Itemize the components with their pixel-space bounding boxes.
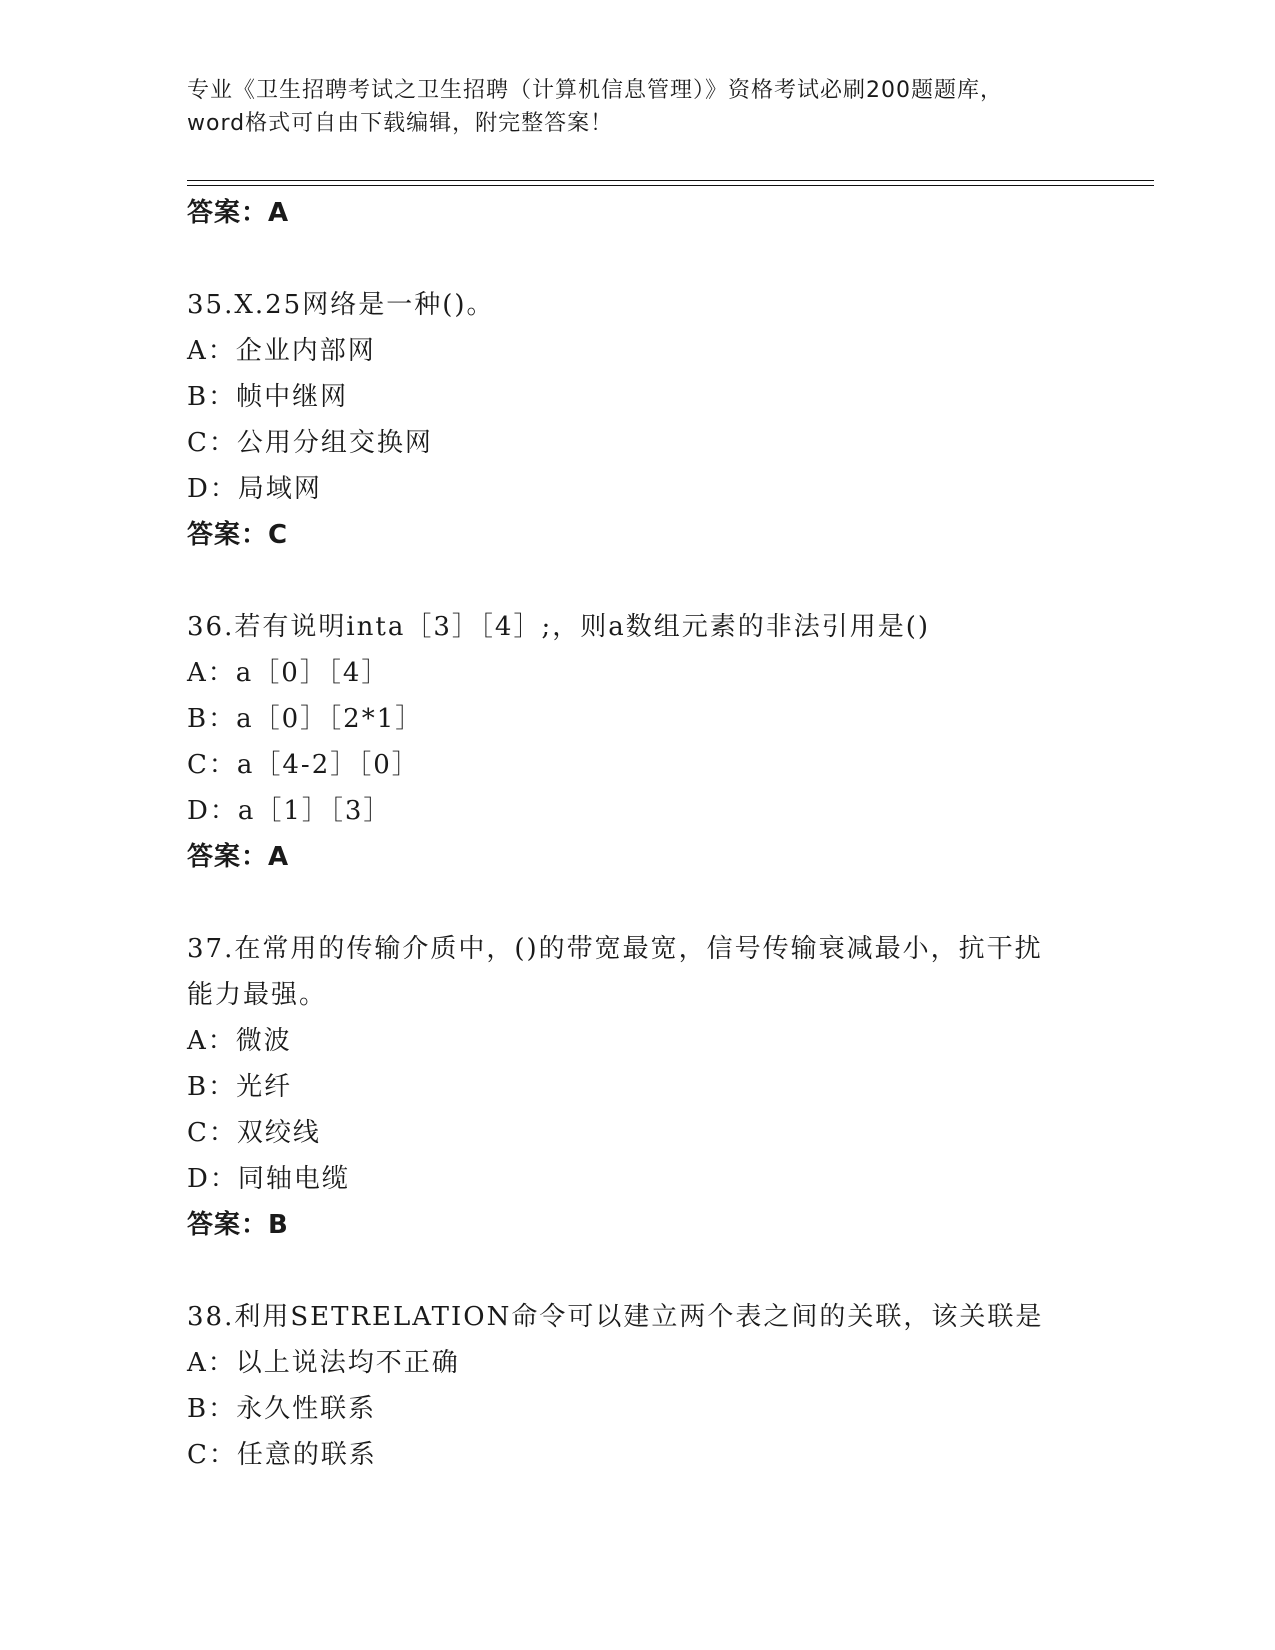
option-a: A：企业内部网 bbox=[187, 336, 376, 366]
spacer bbox=[187, 1248, 1087, 1294]
question-list bbox=[187, 190, 1087, 1478]
question-stem: 37.在常用的传输介质中，()的带宽最宽，信号传输衰减最小，抗干扰能力最强。 bbox=[187, 934, 1043, 1010]
header-divider-top bbox=[187, 180, 1154, 181]
option-b: B：光纤 bbox=[187, 1072, 293, 1102]
question-stem: 35.X.25网络是一种()。 bbox=[187, 290, 495, 320]
option-b: B：永久性联系 bbox=[187, 1394, 377, 1424]
option-b: B：a［0］［2*1］ bbox=[187, 704, 424, 734]
option-d: D：局域网 bbox=[187, 474, 322, 504]
spacer bbox=[187, 880, 1087, 926]
document-header bbox=[187, 74, 1087, 140]
spacer bbox=[187, 236, 1087, 282]
option-a: A：微波 bbox=[187, 1026, 292, 1056]
question-36 bbox=[187, 604, 1087, 880]
option-c: C：任意的联系 bbox=[187, 1440, 377, 1470]
header-divider-bottom bbox=[187, 185, 1154, 186]
question-stem: 38.利用SETRELATION命令可以建立两个表之间的关联，该关联是 bbox=[187, 1302, 1044, 1332]
option-b: B：帧中继网 bbox=[187, 382, 349, 412]
option-d: D：a［1］［3］ bbox=[187, 796, 392, 826]
option-c: C：双绞线 bbox=[187, 1118, 321, 1148]
option-d: D：同轴电缆 bbox=[187, 1164, 350, 1194]
option-a: A：a［0］［4］ bbox=[187, 658, 390, 688]
question-35 bbox=[187, 282, 1087, 558]
header-line-2: word格式可自由下载编辑，附完整答案！ bbox=[187, 111, 614, 136]
header-line-1: 专业《卫生招聘考试之卫生招聘（计算机信息管理）》资格考试必刷200题题库， bbox=[187, 78, 1003, 103]
option-c: C：a［4-2］［0］ bbox=[187, 750, 420, 780]
question-37 bbox=[187, 926, 1087, 1248]
answer-line: 答案：A bbox=[187, 842, 290, 872]
question-38 bbox=[187, 1294, 1087, 1478]
answer-line: 答案：C bbox=[187, 520, 289, 550]
answer-line: 答案：A bbox=[187, 198, 290, 228]
answer-line: 答案：B bbox=[187, 1210, 289, 1240]
spacer bbox=[187, 558, 1087, 604]
question-stem: 36.若有说明inta［3］［4］;，则a数组元素的非法引用是() bbox=[187, 612, 930, 642]
option-a: A：以上说法均不正确 bbox=[187, 1348, 460, 1378]
option-c: C：公用分组交换网 bbox=[187, 428, 433, 458]
